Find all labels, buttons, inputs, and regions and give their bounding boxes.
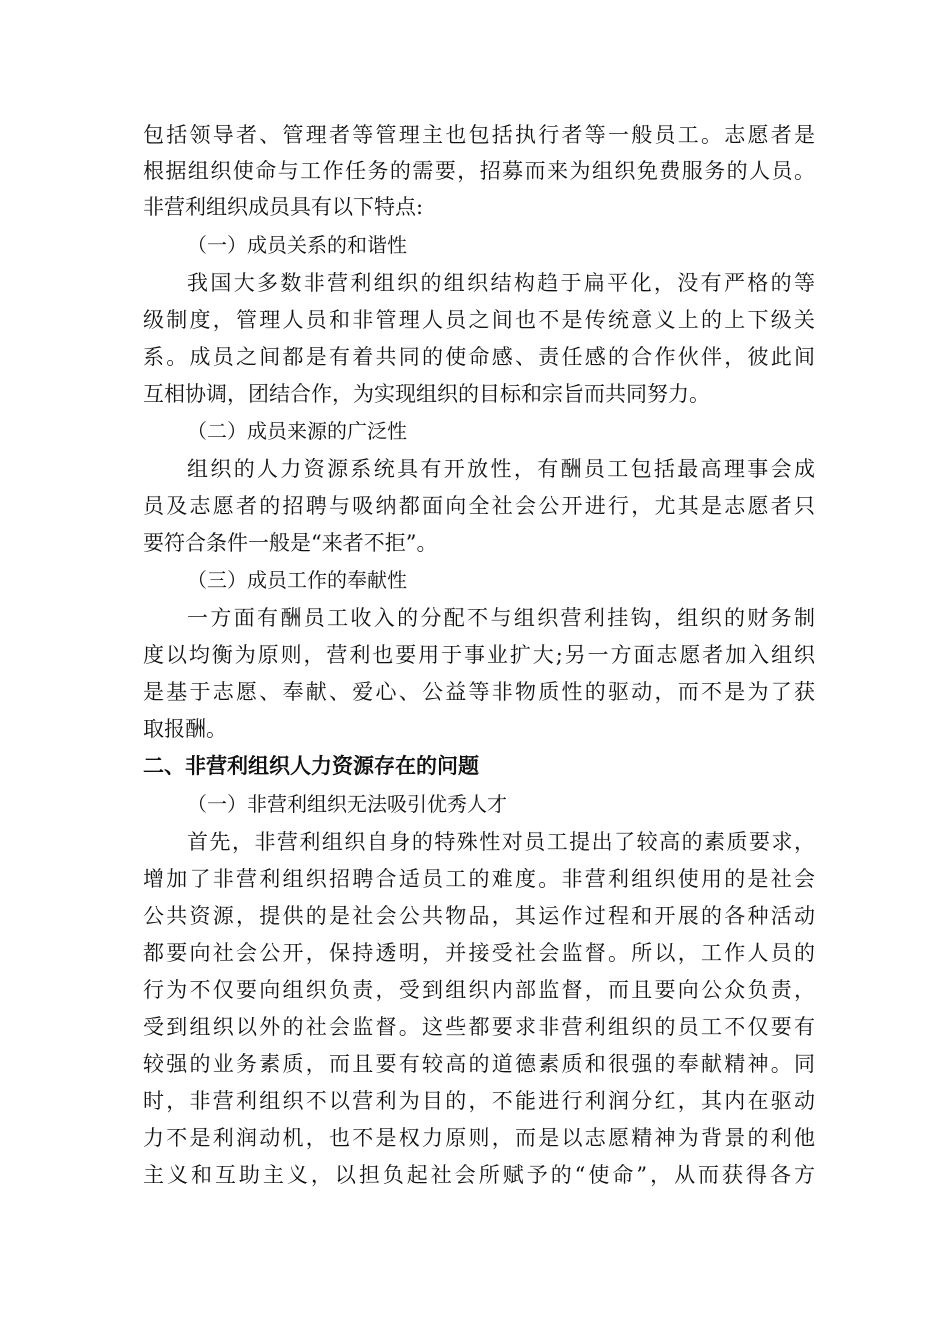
subsection-heading: （三）成员工作的奉献性 — [187, 568, 407, 592]
body-text-line: 非营利组织成员具有以下特点: — [143, 195, 424, 219]
body-text-line: 都要向社会公开，保持透明，并接受社会监督。所以，工作人员的 — [143, 941, 815, 965]
body-text-line: 一方面有酬员工收入的分配不与组织营利挂钩，组织的财务制 — [187, 606, 815, 630]
body-text-line: 我国大多数非营利组织的组织结构趋于扁平化，没有严格的等 — [187, 271, 815, 295]
body-text-line: 公共资源，提供的是社会公共物品，其运作过程和开展的各种活动 — [143, 904, 815, 928]
body-text-line: 包括领导者、管理者等管理主也包括执行者等一般员工。志愿者是 — [143, 123, 815, 147]
body-text-line: 首先，非营利组织自身的特殊性对员工提出了较高的素质要求， — [187, 830, 815, 854]
body-text-line: 受到组织以外的社会监督。这些都要求非营利组织的员工不仅要有 — [143, 1015, 815, 1039]
subsection-heading: （一）成员关系的和谐性 — [187, 233, 407, 257]
body-text-line: 主义和互助主义，以担负起社会所赋予的“使命”，从而获得各方 — [143, 1163, 815, 1187]
body-text-line: 时，非营利组织不以营利为目的，不能进行利润分红，其内在驱动 — [143, 1089, 815, 1113]
body-text-line: 根据组织使命与工作任务的需要，招募而来为组织免费服务的人员。 — [143, 159, 815, 183]
subsection-heading: （一）非营利组织无法吸引优秀人才 — [187, 792, 507, 816]
body-text-line: 力不是利润动机，也不是权力原则，而是以志愿精神为背景的利他 — [143, 1126, 815, 1150]
body-text-line: 组织的人力资源系统具有开放性，有酬员工包括最高理事会成 — [187, 457, 815, 481]
section-heading: 二、非营利组织人力资源存在的问题 — [143, 754, 479, 778]
body-text-line: 增加了非营利组织招聘合适员工的难度。非营利组织使用的是社会 — [143, 867, 815, 891]
body-text-line: 要符合条件一般是“来者不拒”。 — [143, 531, 438, 555]
body-text-line: 行为不仅要向组织负责，受到组织内部监督，而且要向公众负责， — [143, 978, 815, 1002]
body-text-line: 系。成员之间都是有着共同的使命感、责任感的合作伙伴，彼此间 — [143, 345, 815, 369]
body-text-line: 度以均衡为原则，营利也要用于事业扩大;另一方面志愿者加入组织 — [143, 643, 815, 667]
body-text-line: 较强的业务素质，而且要有较高的道德素质和很强的奉献精神。同 — [143, 1052, 815, 1076]
body-text-line: 员及志愿者的招聘与吸纳都面向全社会公开进行，尤其是志愿者只 — [143, 494, 815, 518]
subsection-heading: （二）成员来源的广泛性 — [187, 419, 407, 443]
body-text-line: 互相协调，团结合作，为实现组织的目标和宗旨而共同努力。 — [143, 382, 710, 406]
body-text-line: 级制度，管理人员和非管理人员之间也不是传统意义上的上下级关 — [143, 308, 815, 332]
body-text-line: 取报酬。 — [143, 717, 227, 741]
body-text-line: 是基于志愿、奉献、爱心、公益等非物质性的驱动，而不是为了获 — [143, 680, 815, 704]
